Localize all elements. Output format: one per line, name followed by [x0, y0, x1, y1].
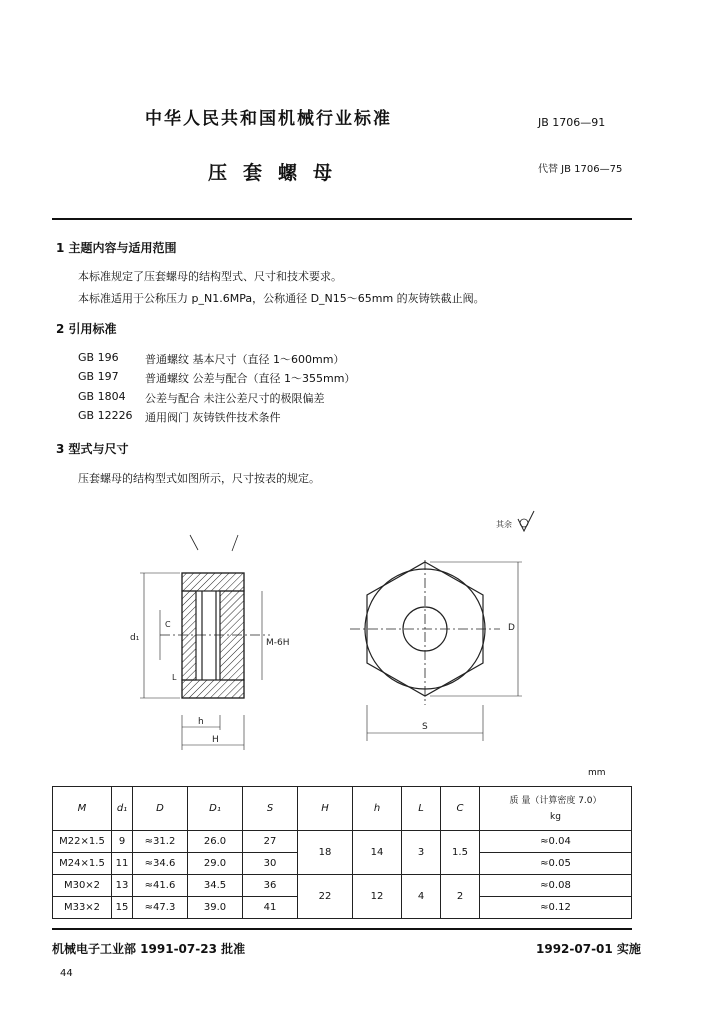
- cell-S: 27: [243, 831, 298, 853]
- col-header-h: h: [353, 787, 402, 831]
- label-C: C: [165, 620, 171, 629]
- cell-D1: 26.0: [188, 831, 243, 853]
- ref-text: 普通螺纹 基本尺寸（直径 1～600mm）: [145, 353, 345, 366]
- cell-mass: ≈0.12: [480, 897, 632, 919]
- col-header-D: D: [133, 787, 188, 831]
- replaces-note: 代替 JB 1706—75: [538, 164, 623, 175]
- cell-S: 36: [243, 875, 298, 897]
- ref-text: 公差与配合 未注公差尺寸的极限偏差: [145, 392, 325, 405]
- section-1-heading: 1 主题内容与适用范围: [56, 241, 177, 255]
- ref-text: 普通螺纹 公差与配合（直径 1～355mm）: [145, 372, 356, 385]
- cell-h: 14: [353, 831, 402, 875]
- cell-M: M30×2: [53, 875, 112, 897]
- col-header-S: S: [243, 787, 298, 831]
- cell-d1: 15: [112, 897, 133, 919]
- cell-h: 12: [353, 875, 402, 919]
- nut-drawing: [120, 505, 620, 760]
- cell-C: 1.5: [441, 831, 480, 875]
- roughness-note: 其余: [496, 520, 512, 529]
- cell-M: M22×1.5: [53, 831, 112, 853]
- cell-d1: 13: [112, 875, 133, 897]
- ref-code: GB 197: [78, 370, 119, 383]
- cell-d1: 9: [112, 831, 133, 853]
- unit-label: mm: [588, 768, 606, 778]
- cell-D1: 39.0: [188, 897, 243, 919]
- cell-D1: 29.0: [188, 853, 243, 875]
- label-D: D: [508, 623, 515, 633]
- label-H: H: [212, 735, 219, 745]
- document-title: 压套螺母: [208, 162, 349, 184]
- ref-code: GB 196: [78, 351, 119, 364]
- cell-mass: ≈0.08: [480, 875, 632, 897]
- table-row: [53, 831, 632, 853]
- ref-code: GB 1804: [78, 390, 126, 403]
- col-header-M: M: [53, 787, 112, 831]
- cell-L: 4: [402, 875, 441, 919]
- standard-number: JB 1706—91: [538, 116, 606, 129]
- cell-mass: ≈0.04: [480, 831, 632, 853]
- cell-d1: 11: [112, 853, 133, 875]
- label-L: L: [172, 673, 177, 682]
- cell-D: ≈41.6: [133, 875, 188, 897]
- section-1-paragraph-1: 本标准规定了压套螺母的结构型式、尺寸和技术要求。: [78, 270, 342, 283]
- table-row: [53, 875, 632, 897]
- col-header-D1: D₁: [188, 787, 243, 831]
- col-header-H: H: [298, 787, 353, 831]
- table-header-row: [53, 787, 632, 831]
- approval-note: 机械电子工业部 1991-07-23 批准: [52, 942, 246, 956]
- col-header-C: C: [441, 787, 480, 831]
- cell-M: M33×2: [53, 897, 112, 919]
- col-header-L: L: [402, 787, 441, 831]
- dimension-table: [52, 786, 632, 919]
- footer-rule: [52, 928, 632, 930]
- implementation-date: 1992-07-01 实施: [536, 942, 641, 956]
- cell-D: ≈47.3: [133, 897, 188, 919]
- cell-D1: 34.5: [188, 875, 243, 897]
- mass-unit: kg: [550, 811, 561, 822]
- ref-code: GB 12226: [78, 409, 133, 422]
- cell-S: 41: [243, 897, 298, 919]
- cell-M: M24×1.5: [53, 853, 112, 875]
- cell-D: ≈34.6: [133, 853, 188, 875]
- mass-header-text: 质 量（计算密度 7.0）: [509, 795, 602, 806]
- cell-D: ≈31.2: [133, 831, 188, 853]
- label-d1: d₁: [130, 633, 140, 643]
- cell-C: 2: [441, 875, 480, 919]
- section-3-paragraph: 压套螺母的结构型式如图所示，尺寸按表的规定。: [78, 472, 320, 485]
- cell-H: 22: [298, 875, 353, 919]
- ref-text: 通用阀门 灰铸铁件技术条件: [145, 411, 281, 424]
- cell-L: 3: [402, 831, 441, 875]
- col-header-mass: [480, 787, 632, 831]
- standard-title: 中华人民共和国机械行业标准: [145, 109, 392, 129]
- header-rule: [52, 218, 632, 220]
- label-S: S: [422, 722, 428, 732]
- section-2-heading: 2 引用标准: [56, 322, 117, 336]
- section-3-heading: 3 型式与尺寸: [56, 442, 129, 456]
- label-h: h: [198, 717, 204, 727]
- cell-H: 18: [298, 831, 353, 875]
- hex-view: [350, 511, 534, 741]
- section-view: [140, 535, 270, 750]
- label-thread: M-6H: [266, 638, 290, 648]
- page-number: 44: [60, 968, 73, 979]
- section-1-paragraph-2: 本标准适用于公称压力 p_N1.6MPa，公称通径 D_N15～65mm 的灰铸铁截止阀。: [78, 292, 485, 305]
- col-header-d1: d₁: [112, 787, 133, 831]
- cell-mass: ≈0.05: [480, 853, 632, 875]
- cell-S: 30: [243, 853, 298, 875]
